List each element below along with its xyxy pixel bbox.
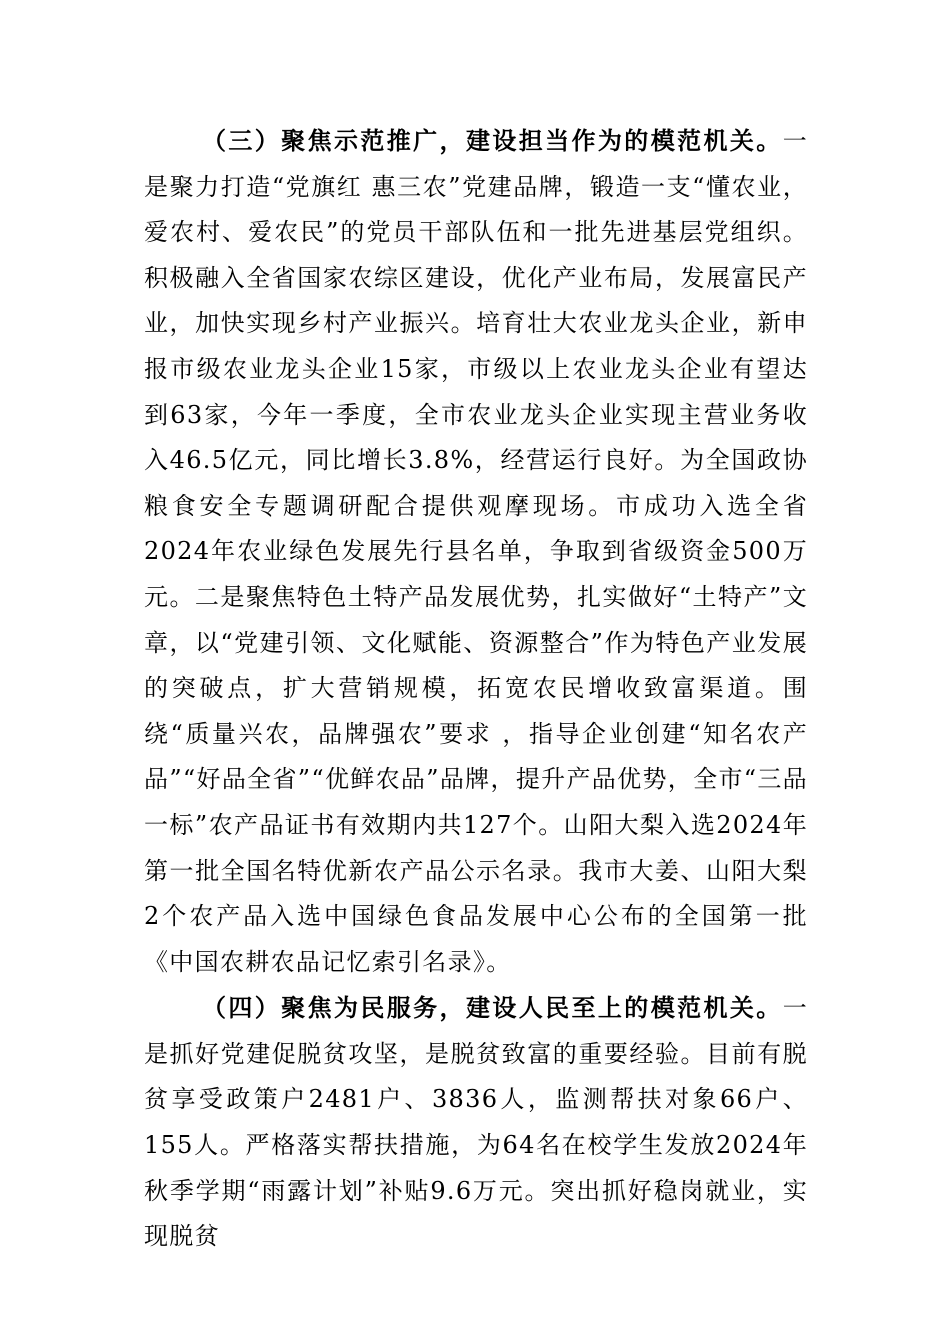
document-body [144,118,808,1260]
section-three-heading: （三）聚焦示范推广，建设担当作为的模范机关。 [202,126,783,155]
paragraph-section-three [144,118,808,985]
paragraph-section-four [144,985,808,1260]
section-four-body: 一是抓好党建促脱贫攻坚，是脱贫致富的重要经验。目前有脱贫享受政策户2481户、3836人，监测帮扶对象66户、155人。严格落实帮扶措施，为64名在校学生发放2024年秋季学期“雨露计划”补贴9.6万元。突出抓好稳岗就业，实现脱贫 [144,994,808,1251]
section-four-heading: （四）聚焦为民服务，建设人民至上的模范机关。 [202,993,783,1023]
section-three-body: 一是聚力打造“党旗红 惠三农”党建品牌，锻造一支“懂农业，爱农村、爱农民”的党员干部队伍和一批先进基层党组织。积极融入全省国家农综区建设，优化产业布局，发展富民产业，加快实现乡村产业振兴。培育壮大农业龙头企业，新申报市级农业龙头企业15家，市级以上农业龙头企业有望达到63家，今年一季度，全市农业龙头企业实现主营业务收入46.5亿元，同比增长3.8%，经营运行良好。为全国政协粮食安全专题调研配合提供观摩现场。市成功入选全省2024年农业绿色发展先行县名单，争取到省级资金500万元。二是聚焦特色土特产品发展优势，扎实做好“土特产”文章，以“党建引领、文化赋能、资源整合”作为特色产业发展的突破点，扩大营销规模，拓宽农民增收致富渠道。围绕“质量兴农，品牌强农”要求 ，指导企业创建“知名农产品”“好品全省”“优鲜农品”品牌，提升产品优势，全市“三品一标”农产品证书有效期内共127个。山阳大梨入选2024年第一批全国名特优新农产品公示名录。我市大姜、山阳大梨2个农产品入选中国绿色食品发展中心公布的全国第一批《中国农耕农品记忆索引名录》。 [144,127,808,976]
